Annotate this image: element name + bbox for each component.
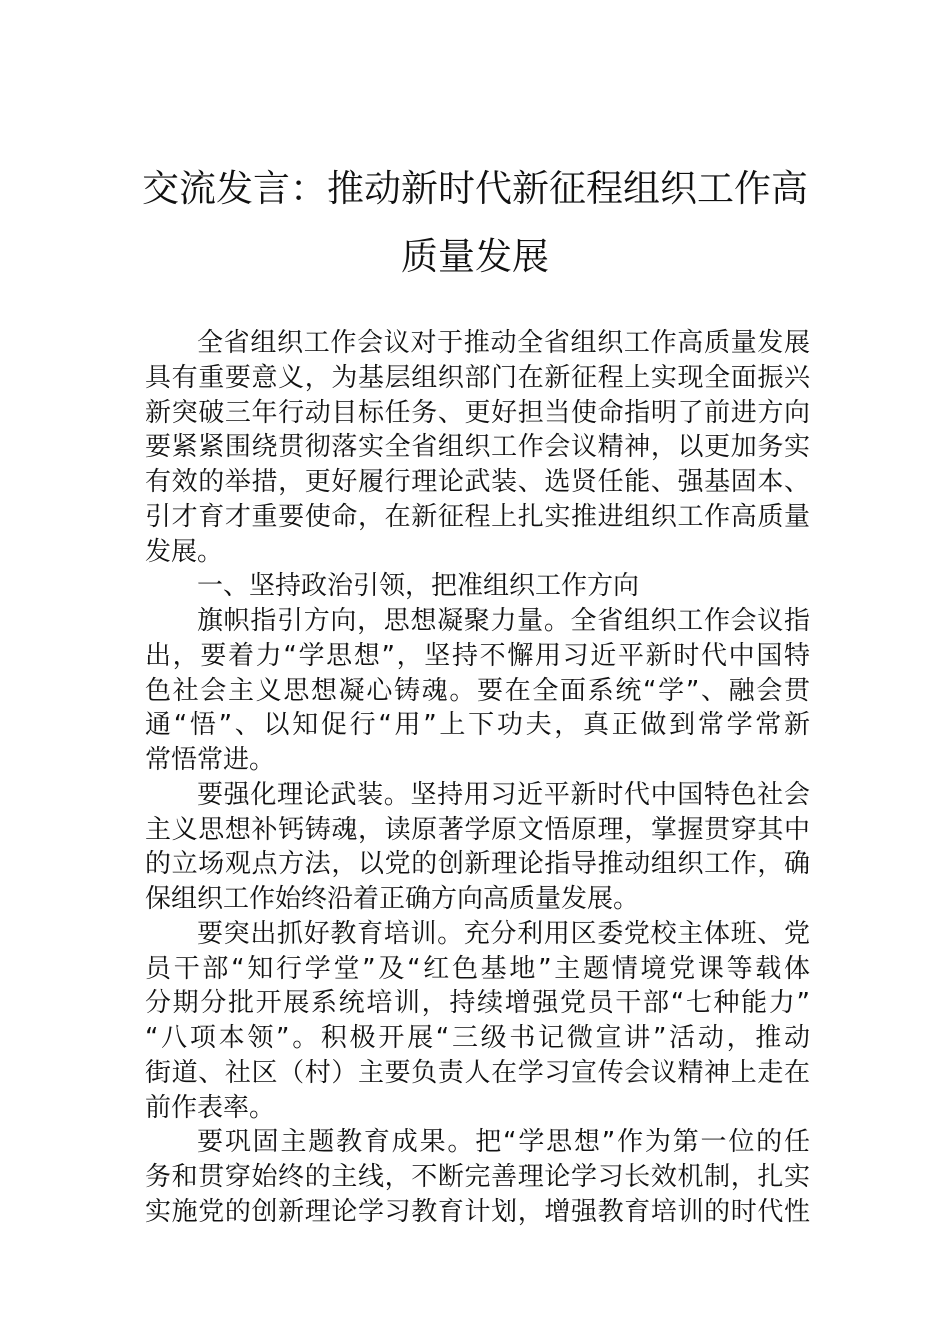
body-line: 分期分批开展系统培训，持续增强党员干部“七种能力” [145, 988, 810, 1019]
body-line: 要巩固主题教育成果。把“学思想”作为第一位的任 [197, 1127, 810, 1158]
document-title-line-2: 质量发展 [401, 235, 549, 278]
body-line: 有效的举措，更好履行理论武装、选贤任能、强基固本、 [145, 467, 810, 497]
body-line: 主义思想补钙铸魂，读原著学原文悟原理，掌握贯穿其中 [145, 814, 810, 845]
body-line: 引才育才重要使命，在新征程上扎实推进组织工作高质量 [145, 501, 810, 532]
body-line: 发展。 [145, 536, 224, 567]
body-line: 实施党的创新理论学习教育计划，增强教育培训的时代性 [145, 1196, 810, 1227]
body-line: “八项本领”。积极开展“三级书记微宣讲”活动，推动 [145, 1023, 810, 1053]
body-line: 通“悟”、以知促行“用”上下功夫，真正做到常学常新 [145, 710, 810, 741]
body-line: 要紧紧围绕贯彻落实全省组织工作会议精神，以更加务实 [145, 432, 810, 463]
body-line: 全省组织工作会议对于推动全省组织工作高质量发展 [197, 328, 810, 358]
body-line: 新突破三年行动目标任务、更好担当使命指明了前进方向 [145, 397, 810, 428]
body-line: 的立场观点方法，以党的创新理论指导推动组织工作，确 [145, 849, 810, 880]
body-line: 一、坚持政治引领，把准组织工作方向 [197, 571, 640, 602]
body-line: 前作表率。 [145, 1092, 276, 1123]
body-line: 街道、社区（村）主要负责人在学习宣传会议精神上走在 [145, 1057, 810, 1088]
body-line: 旗帜指引方向，思想凝聚力量。全省组织工作会议指 [197, 606, 810, 636]
body-line: 要突出抓好教育培训。充分利用区委党校主体班、党 [197, 918, 810, 949]
body-line: 保组织工作始终沿着正确方向高质量发展。 [145, 884, 640, 914]
body-line: 出，要着力“学思想”，坚持不懈用习近平新时代中国特 [145, 640, 810, 671]
body-line: 常悟常进。 [145, 745, 276, 775]
document-body [145, 326, 810, 1230]
body-line: 具有重要意义，为基层组织部门在新征程上实现全面振兴 [145, 362, 810, 393]
body-line: 色社会主义思想凝心铸魂。要在全面系统“学”、融会贯 [145, 675, 810, 706]
body-line: 务和贯穿始终的主线，不断完善理论学习长效机制，扎实 [145, 1162, 810, 1192]
document-title-line-1: 交流发言：推动新时代新征程组织工作高 [142, 167, 808, 210]
body-line: 员干部“知行学堂”及“红色基地”主题情境党课等载体 [145, 953, 810, 984]
body-line: 要强化理论武装。坚持用习近平新时代中国特色社会 [197, 779, 810, 810]
